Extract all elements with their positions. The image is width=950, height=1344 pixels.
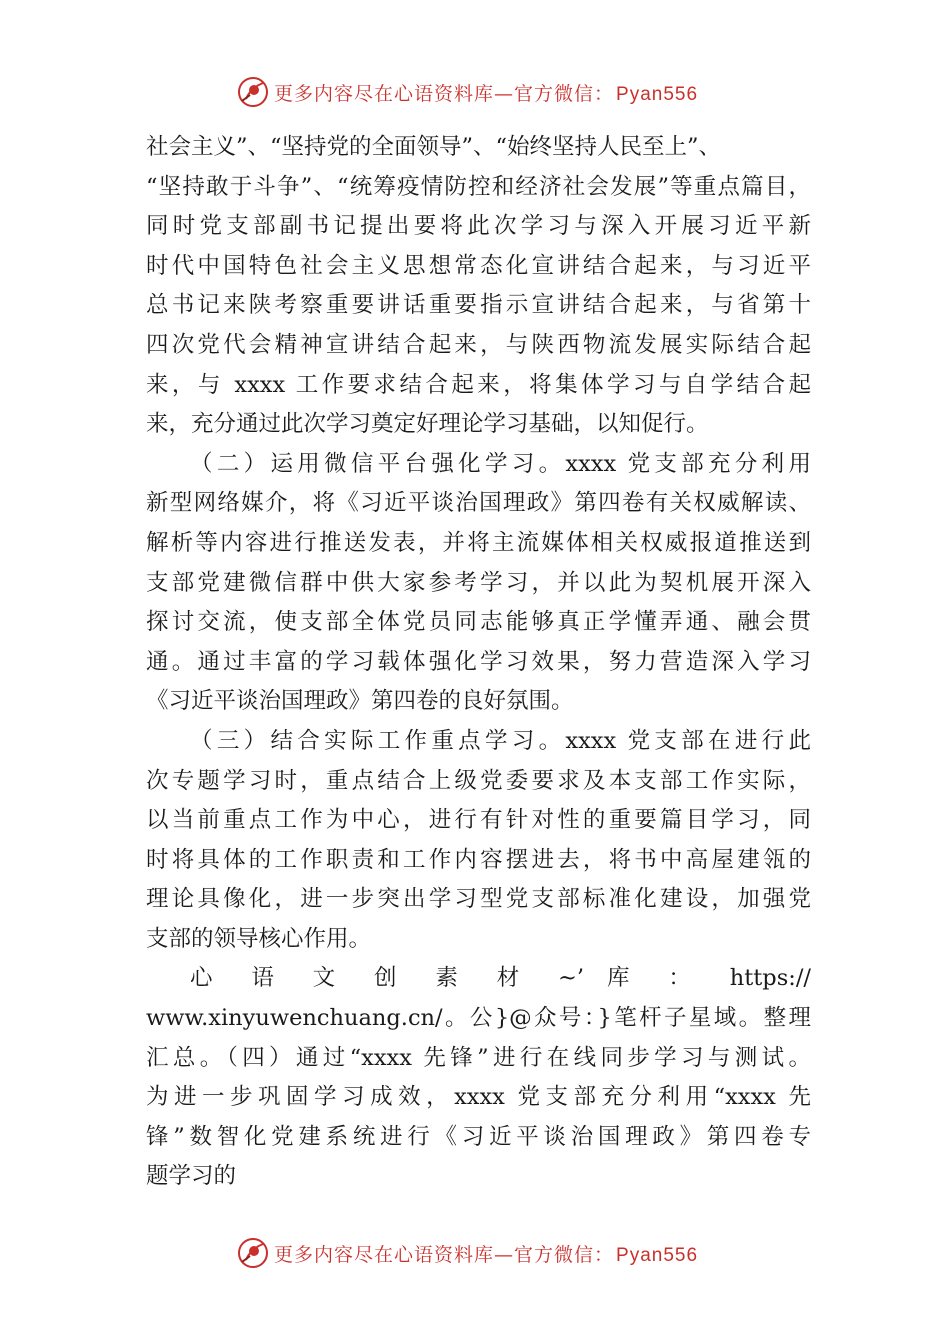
paragraph-heading-line: （二）运用微信平台强化学习。xxxx 党支部充分利用 [190,450,811,477]
text-line: 心 语 文 创 素 材 ~’ 库 ： https:// [190,965,811,992]
text-line: 以当前重点工作为中心，进行有针对性的重要篇目学习，同 [146,807,811,834]
text-line: 同时党支部副书记提出要将此次学习与深入开展习近平新 [146,213,811,240]
text-line: 《习近平谈治国理政》第四卷的良好氛围。 [146,688,574,715]
footer-banner [0,1233,950,1273]
text-line: 总书记来陕考察重要讲话重要指示宣讲结合起来，与省第十 [146,292,811,319]
text-line: “坚持敢于斗争”、“统筹疫情防控和经济社会发展”等重点篇目， [146,173,811,200]
paragraph-heading-line: （三）结合实际工作重点学习。xxxx 党支部在进行此 [190,727,811,754]
banner-text: 更多内容尽在心语资料库—官方微信： Pyan556 [274,1243,699,1266]
wechat-id: Pyan556 [616,83,699,105]
text-line: 汇总。（四）通过“xxxx 先锋”进行在线同步学习与测试。 [146,1044,811,1071]
text-line: 时将具体的工作职责和工作内容摆进去，将书中高屋建瓴的 [146,846,811,873]
header-banner [0,72,950,112]
body-text [146,128,811,1197]
text-line: 时代中国特色社会主义思想常态化宣讲结合起来，与习近平 [146,252,811,279]
rose-logo-icon [236,75,270,109]
text-line: 理论具像化，进一步突出学习型党支部标准化建设，加强党 [146,886,811,913]
banner-text: 更多内容尽在心语资料库—官方微信： Pyan556 [274,82,699,105]
text-line: 四次党代会精神宣讲结合起来，与陕西物流发展实际结合起 [146,331,811,358]
rose-logo-icon [236,1236,270,1270]
text-line: 探讨交流，使支部全体党员同志能够真正学懂弄通、融会贯 [146,609,811,636]
wechat-id: Pyan556 [616,1244,699,1266]
text-line: 社会主义”、“坚持党的全面领导”、“始终坚持人民至上”、 [146,134,722,160]
text-line: www.xinyuwenchuang.cn/。公}@众号：}笔杆子星域。整理 [146,1005,811,1032]
text-line: 锋”数智化党建系统进行《习近平谈治国理政》第四卷专 [146,1123,811,1150]
text-line: 来，与 xxxx 工作要求结合起来，将集体学习与自学结合起 [146,371,811,398]
text-line: 题学习的 [146,1163,237,1190]
text-line: 新型网络媒介，将《习近平谈治国理政》第四卷有关权威解读、 [146,490,811,517]
text-line: 解析等内容进行推送发表，并将主流媒体相关权威报道推送到 [146,529,811,556]
text-line: 来，充分通过此次学习奠定好理论学习基础，以知促行。 [146,411,709,438]
text-line: 次专题学习时，重点结合上级党委要求及本支部工作实际， [146,767,811,794]
text-line: 支部党建微信群中供大家参考学习，并以此为契机展开深入 [146,569,811,596]
text-line: 为进一步巩固学习成效，xxxx 党支部充分利用“xxxx 先 [146,1084,811,1111]
text-line: 支部的领导核心作用。 [146,925,372,952]
text-line: 通。通过丰富的学习载体强化学习效果，努力营造深入学习 [146,648,811,675]
